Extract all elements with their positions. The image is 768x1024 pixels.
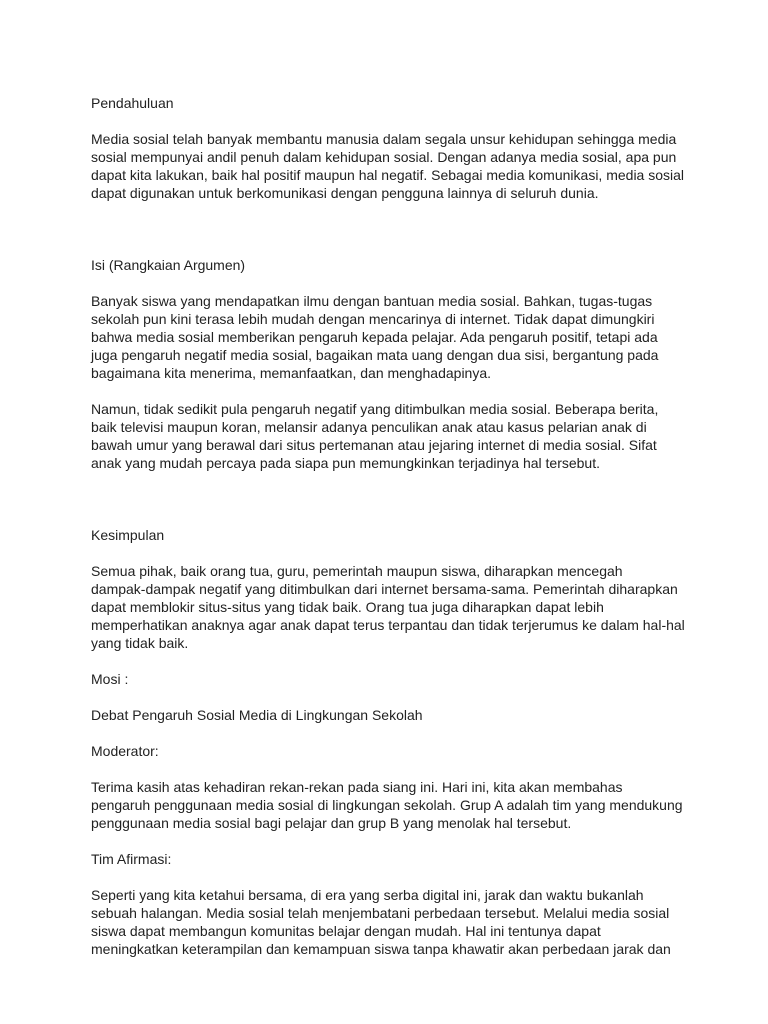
- paragraph-tim-afirmasi: Seperti yang kita ketahui bersama, di era yang serba digital ini, jarak dan waktu bukanlah sebuah halangan. Media sosial telah menjembatani perbedaan tersebut. Melalui media sosial siswa dapat membangun komunitas belajar dengan mudah. Hal ini tentunya dapat meningkatkan keterampilan dan kemampuan siswa tanpa khawatir akan perbedaan jarak dan: [91, 887, 671, 957]
- paragraph-isi-2: Namun, tidak sedikit pula pengaruh negatif yang ditimbulkan media sosial. Beberapa berita, baik televisi maupun koran, melansir adanya penculikan anak atau kasus pelarian anak di bawah umur yang berawal dari situs pertemanan atau jejaring internet di media sosial. Sifat anak yang mudah percaya pada siapa pun memungkinkan terjadinya hal tersebut.: [91, 401, 659, 471]
- paragraph-pendahuluan: Media sosial telah banyak membantu manusia dalam segala unsur kehidupan sehingga media sosial mempunyai andil penuh dalam kehidupan sosial. Dengan adanya media sosial, apa pun dapat kita lakukan, baik hal positif maupun hal negatif. Sebagai media komunikasi, media sosial dapat digunakan untuk berkomunikasi dengan pengguna lainnya di seluruh dunia.: [91, 131, 685, 201]
- paragraph-isi-1: Banyak siswa yang mendapatkan ilmu dengan bantuan media sosial. Bahkan, tugas-tugas sekolah pun kini terasa lebih mudah dengan mencarinya di internet. Tidak dapat dimungkiri bahwa media sosial memberikan pengaruh kepada pelajar. Ada pengaruh positif, tetapi ada juga pengaruh negatif media sosial, bagaikan mata uang dengan dua sisi, bergantung pada bagaimana kita menerima, memanfaatkan, dan menghadapinya.: [91, 293, 659, 381]
- mosi-label: Mosi :: [91, 671, 129, 687]
- tim-afirmasi-label: Tim Afirmasi:: [91, 851, 172, 867]
- paragraph-kesimpulan: Semua pihak, baik orang tua, guru, pemerintah maupun siswa, diharapkan mencegah dampak-dampak negatif yang ditimbulkan dari internet bersama-sama. Pemerintah diharapkan dapat memblokir situs-situs yang tidak baik. Orang tua juga diharapkan dapat lebih memperhatikan anaknya agar anak dapat terus terpantau dan tidak terjerumus ke dalam hal-hal yang tidak baik.: [91, 563, 685, 651]
- document-body: [91, 94, 691, 958]
- mosi-title: Debat Pengaruh Sosial Media di Lingkungan Sekolah: [91, 707, 423, 723]
- heading-isi: Isi (Rangkaian Argumen): [91, 257, 246, 273]
- heading-pendahuluan: Pendahuluan: [91, 95, 174, 111]
- moderator-label: Moderator:: [91, 743, 159, 759]
- heading-kesimpulan: Kesimpulan: [91, 527, 165, 543]
- paragraph-moderator: Terima kasih atas kehadiran rekan-rekan pada siang ini. Hari ini, kita akan membahas pengaruh penggunaan media sosial di lingkungan sekolah. Grup A adalah tim yang mendukung penggunaan media sosial bagi pelajar dan grup B yang menolak hal tersebut.: [91, 779, 683, 831]
